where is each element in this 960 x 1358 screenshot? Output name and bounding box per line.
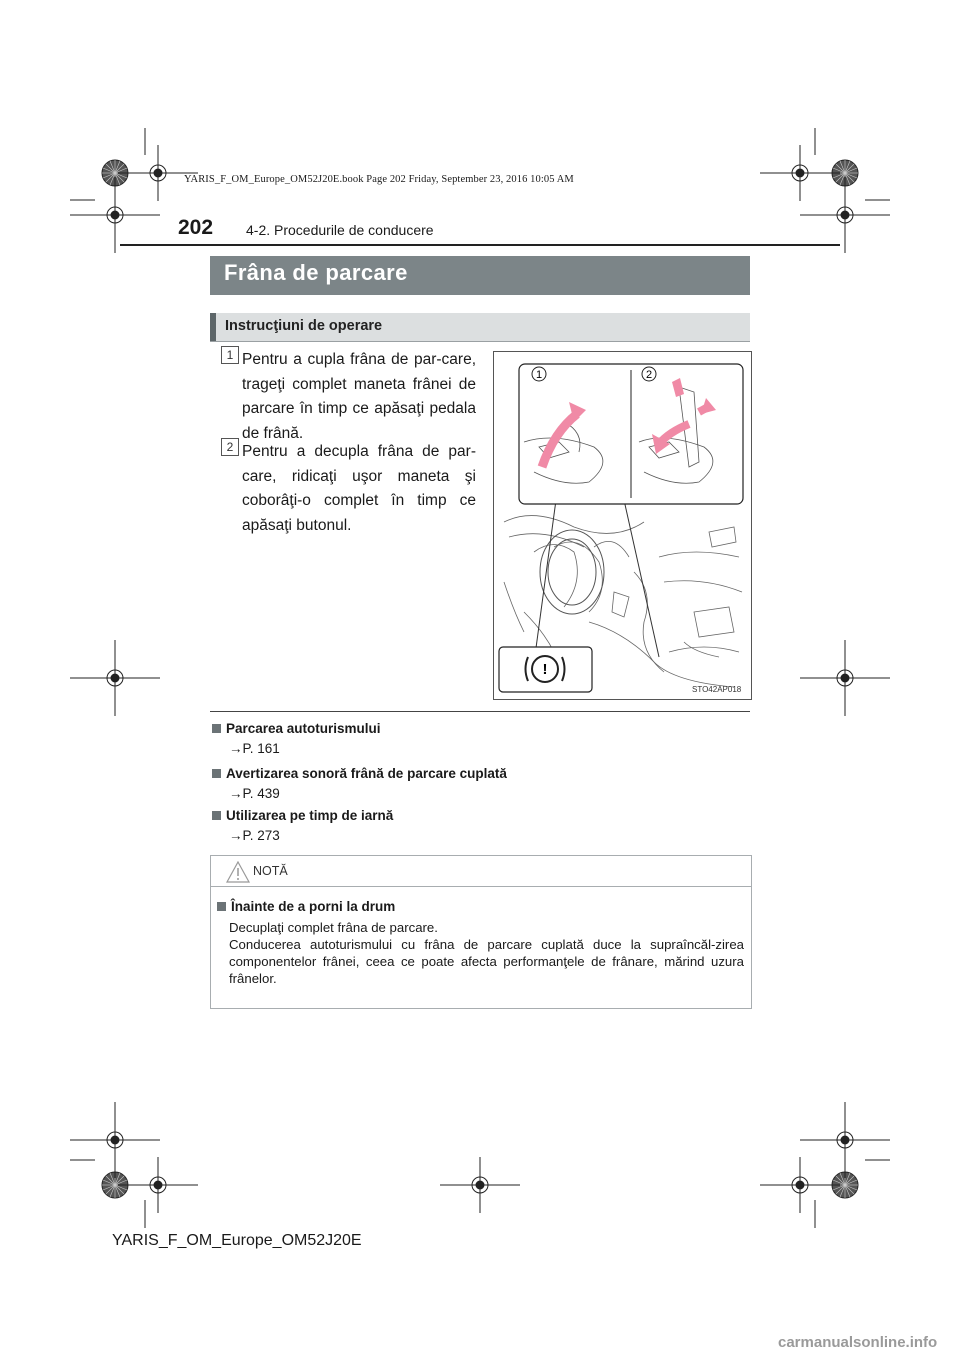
- section-title: 4-2. Procedurile de conducere: [246, 222, 434, 238]
- header-divider: [120, 244, 840, 246]
- step-number-1: 1: [221, 346, 239, 364]
- subtitle-bar: [210, 313, 750, 342]
- step-text-1: Pentru a cupla frâna de par-care, trageţi complet maneta frânei de parcare în timp ce apăsaţi pedala de frână.: [242, 351, 476, 442]
- book-info: YARIS_F_OM_Europe_OM52J20E.book Page 202 Friday, September 23, 2016 10:05 AM: [184, 174, 574, 185]
- note-label: NOTĂ: [253, 864, 288, 878]
- leader-lines: [536, 500, 659, 657]
- callout-2: 2: [645, 369, 653, 381]
- callout-1: 1: [535, 369, 543, 381]
- reference-link-2[interactable]: →P. 439: [229, 786, 280, 801]
- note-box: [210, 855, 752, 1009]
- references-divider: [210, 711, 750, 712]
- reference-heading-2: [212, 766, 507, 781]
- caution-triangle-icon: [226, 861, 250, 883]
- reference-heading-1: [212, 721, 381, 736]
- subtitle: Instrucţiuni de operare: [225, 318, 383, 334]
- illustration-drawing: [494, 352, 751, 699]
- title-bar: [210, 256, 750, 295]
- step-number-2: 2: [221, 438, 239, 456]
- reference-title-1: Parcarea autoturismului: [226, 721, 381, 736]
- note-heading: Înainte de a porni la drum: [231, 899, 396, 914]
- watermark: carmanualsonline.info: [778, 1334, 938, 1351]
- step-text-2: Pentru a decupla frâna de par-care, ridicaţi uşor maneta şi coborâţi-o complet în timp ce apăsaţi butonul.: [242, 443, 476, 534]
- reference-heading-3: [212, 808, 393, 823]
- reference-link-3[interactable]: →P. 273: [229, 828, 280, 843]
- note-heading-row: [217, 899, 395, 914]
- reference-link-1[interactable]: →P. 161: [229, 741, 280, 756]
- note-divider: [211, 886, 751, 887]
- steering-wheel: [540, 530, 604, 614]
- warning-exclamation: !: [542, 661, 548, 678]
- subtitle-accent: [210, 313, 216, 341]
- footer: YARIS_F_OM_Europe_OM52J20E: [112, 1232, 362, 1249]
- illustration-code: STO42AP018: [692, 685, 742, 694]
- page-number: 202: [178, 216, 214, 239]
- page-title: Frâna de parcare: [224, 260, 408, 285]
- note-text: Decuplaţi complet frâna de parcare. Conducerea autoturismului cu frâna de parcare cuplată duce la supraîncăl-zirea componentelor frânei, ceea ce poate afecta performanţele de frânare, mărind uzura frânelor.: [229, 920, 744, 986]
- reference-title-2: Avertizarea sonoră frână de parcare cuplată: [226, 766, 507, 781]
- reference-title-3: Utilizarea pe timp de iarnă: [226, 808, 394, 823]
- parking-brake-illustration: [493, 351, 752, 700]
